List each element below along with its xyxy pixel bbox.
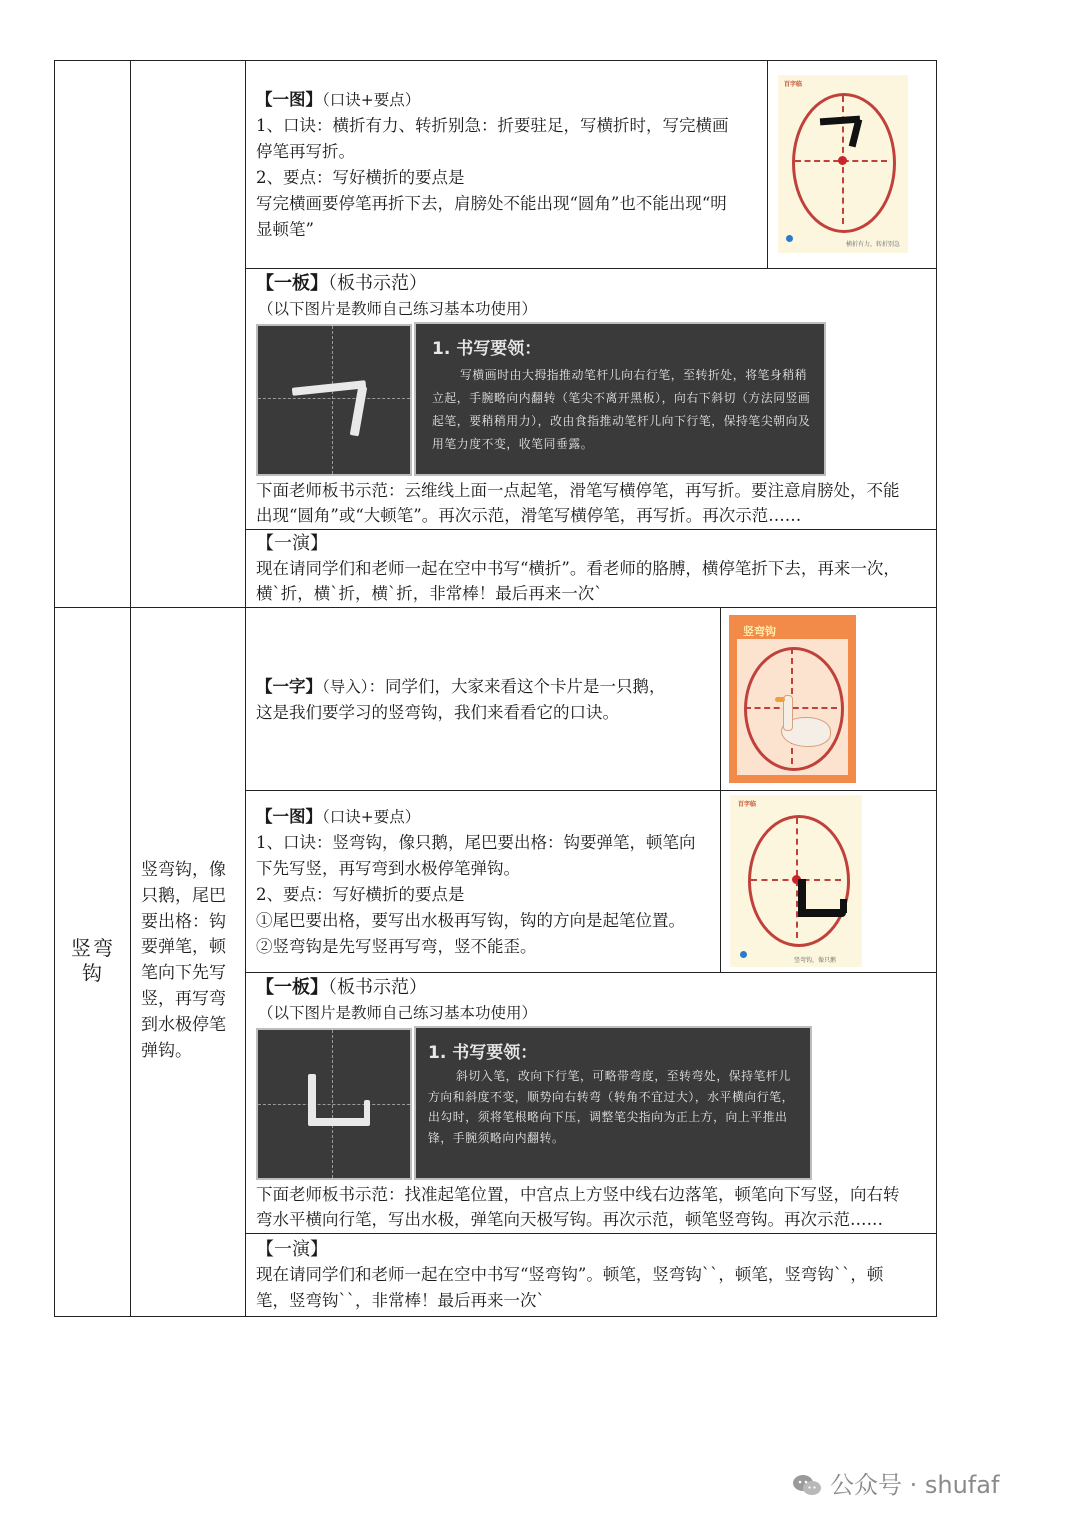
- tu-line: 2、要点：写好横折的要点是: [256, 168, 465, 187]
- shuwangou-card-image: [730, 795, 862, 967]
- panel2-text: 斜切入笔，改向下行笔，可略带弯度，至转弯处，保持笔杆儿方向和斜度不变，顺势向右转弯（转角不宜过大），水平横向行笔，出勾时，须将笔根略向下压，调整笔尖指向为正上方，向上平推出锋，手腕须略向内翻转。: [428, 1069, 795, 1145]
- blackboard-hengzhe: [256, 324, 412, 476]
- panel-text: 写横画时由大拇指推动笔杆儿向右行笔，至转折处，将笔身稍稍立起，手腕略向内翻转（笔尖不离开黑板），向右下斜切（方法同竖画起笔，要稍稍用力），改由食指推动笔杆儿向下行笔，保持笔尖朝向及用笔力度不变，收笔同垂露。: [432, 368, 811, 451]
- writing-tips-panel-2: [414, 1026, 812, 1180]
- tu2-line: 1、口诀：竖弯钩，像只鹅，尾巴要出格：钩要弹笔，顿笔向: [256, 833, 696, 852]
- goose-card-image: [729, 615, 856, 783]
- zi-heading-label: 【一字】: [256, 677, 322, 696]
- panel-title: 1. 书写要领：: [432, 339, 542, 359]
- tu2-line: 下先写竖，再写弯到水极停笔弹钩。: [256, 859, 520, 878]
- column-divider-1: [130, 60, 131, 1317]
- goose-card-oval: [744, 647, 844, 771]
- board-v-guide: [332, 326, 333, 474]
- shuwangou-stroke-h: [798, 909, 846, 917]
- watermark: [792, 1465, 999, 1500]
- tu2-heading-sub: （口诀+要点）: [322, 808, 421, 826]
- row-divider: [245, 1233, 937, 1234]
- tu-line: 1、口诀：横折有力、转折别急：折要驻足，写横折时，写完横画: [256, 116, 729, 135]
- ban-heading: [256, 271, 427, 297]
- image-cell-divider: [720, 790, 721, 973]
- tu-line: 写完横画要停笔再折下去，肩膀处不能出现“圆角”也不能出现“明: [256, 194, 727, 213]
- card-brand: 百字临: [784, 81, 803, 88]
- chalk2-stroke-v: [308, 1074, 316, 1124]
- board-h-guide: [258, 398, 410, 399]
- blackboard-shuwangou: [256, 1028, 412, 1180]
- chalk2-stroke-hook: [364, 1100, 370, 1122]
- table-border-top: [54, 60, 937, 61]
- row-divider: [245, 268, 937, 269]
- stroke-name: 竖弯钩: [71, 936, 115, 985]
- zi-line: 这是我们要学习的竖弯钩，我们来看看它的口诀。: [256, 703, 619, 722]
- wechat-icon: [792, 1473, 822, 1497]
- yan2-line: 现在请同学们和老师一起在空中书写“竖弯钩”。顿笔，竖弯钩``，顿笔，竖弯钩``，顿: [256, 1265, 884, 1284]
- yan-heading: 【一演】: [256, 533, 328, 554]
- tu-heading-label: 【一图】: [256, 90, 322, 109]
- row-divider: [245, 529, 937, 530]
- board2-h-guide: [258, 1104, 410, 1105]
- section-divider: [54, 607, 937, 608]
- ban-demo-line: 下面老师板书示范：云维线上面一点起笔，滑笔写横停笔，再写折。要注意肩膀处，不能: [256, 481, 900, 500]
- shuwangou-stroke-hook: [840, 899, 847, 913]
- table-border-bottom: [54, 1316, 937, 1317]
- column-divider-2: [245, 60, 246, 1317]
- ban2-heading-label: 【一板】: [256, 977, 328, 998]
- writing-tips-panel: [414, 322, 826, 476]
- watermark-text: 公众号 · shufaf: [830, 1471, 1000, 1499]
- card2-brand: 百字临: [738, 801, 757, 808]
- ban-demo-line: 出现“圆角”或“大顿笔”。再次示范，滑笔写横停笔，再写折。再次示范……: [256, 506, 802, 525]
- ban2-demo-line: 下面老师板书示范：找准起笔位置，中宫点上方竖中线右边落笔，顿笔向下写竖，向右转: [256, 1185, 900, 1204]
- goose-beak: [775, 697, 785, 702]
- table-border-right: [936, 60, 937, 1317]
- card-caption: 横折有力，转折别急: [846, 241, 901, 248]
- row-divider: [245, 790, 937, 791]
- ban2-demo-line: 弯水平横向行笔，写出水极，弹笔向天极写钩。再次示范，顿笔竖弯钩。再次示范……: [256, 1210, 883, 1229]
- zi-heading-sub: （导入）: [322, 678, 369, 696]
- tu2-line: 2、要点：写好横折的要点是: [256, 885, 465, 904]
- card-center-dot: [838, 156, 847, 165]
- hengzhe-card-image: [778, 75, 908, 253]
- zi-line: [256, 674, 666, 700]
- row-divider: [245, 972, 937, 973]
- panel2-title: 1. 书写要领：: [428, 1043, 538, 1063]
- yan-line: 横`折，横`折，横`折，非常棒！最后再来一次`: [256, 584, 603, 603]
- chalk-stroke-h: [292, 380, 366, 396]
- chalk-stroke-z: [350, 386, 368, 437]
- tu2-line: ①尾巴要出格，要写出水极再写钩，钩的方向是起笔位置。: [256, 911, 685, 930]
- chalk2-stroke-h: [308, 1118, 370, 1126]
- ban2-heading: [256, 975, 427, 1001]
- ban2-heading-sub: （板书示范）: [328, 977, 427, 998]
- ban2-note: （以下图片是教师自己练习基本功使用）: [258, 1004, 538, 1022]
- yan-line: 现在请同学们和老师一起在空中书写“横折”。看老师的胳膊，横停笔折下去，再来一次，: [256, 559, 900, 578]
- yan2-heading: 【一演】: [256, 1239, 328, 1260]
- tu-heading-sub: （口诀+要点）: [322, 91, 421, 109]
- ban-heading-label: 【一板】: [256, 273, 328, 294]
- tu-line: 显顿笔”: [256, 220, 314, 239]
- card-logo: [786, 235, 793, 242]
- goose-card-title: 竖弯钩: [743, 625, 776, 638]
- tu2-line: ②竖弯钩是先写竖再写弯，竖不能歪。: [256, 937, 537, 956]
- table-border-left: [54, 60, 55, 1317]
- tu-heading: [256, 87, 420, 113]
- card2-logo: [740, 951, 747, 958]
- ban-heading-sub: （板书示范）: [328, 273, 427, 294]
- stroke-mnemonic: 竖弯钩，像只鹅，尾巴要出格：钩要弹笔，顿笔向下先写竖，再写弯到水极停笔弹钩。: [141, 860, 226, 1061]
- ban-note: （以下图片是教师自己练习基本功使用）: [258, 300, 538, 318]
- tu2-heading: [256, 804, 420, 830]
- image-cell-divider: [720, 607, 721, 791]
- tu-line: 停笔再写折。: [256, 142, 355, 161]
- tu2-heading-label: 【一图】: [256, 807, 322, 826]
- image-cell-divider: [767, 60, 768, 269]
- card2-caption: 竖弯钩，像只鹅: [794, 957, 837, 964]
- zi-line-text: ：同学们，大家来看这个卡片是一只鹅，: [368, 677, 666, 696]
- yan2-line: 笔，竖弯钩``，非常棒！最后再来一次`: [256, 1291, 545, 1310]
